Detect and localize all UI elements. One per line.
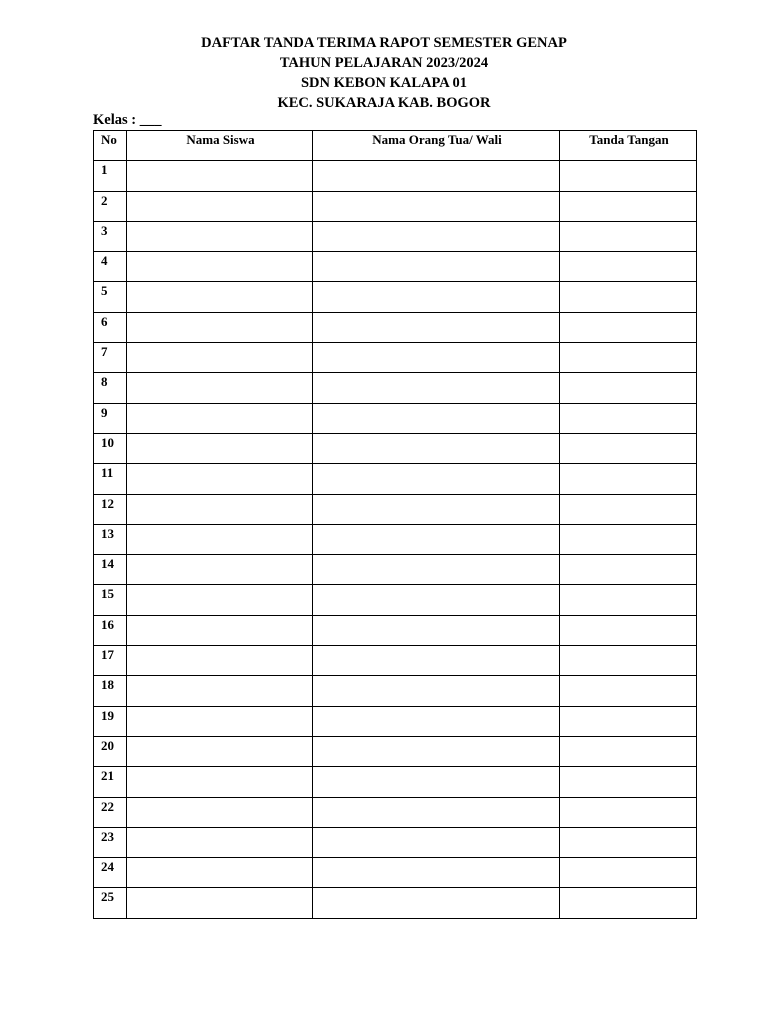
row-number: 15	[94, 585, 127, 615]
table-row	[94, 736, 697, 766]
signature-cell	[560, 767, 697, 797]
row-number: 20	[94, 736, 127, 766]
row-number: 12	[94, 494, 127, 524]
student-name-cell	[127, 221, 313, 251]
row-number: 10	[94, 433, 127, 463]
student-name-cell	[127, 767, 313, 797]
parent-name-cell	[313, 888, 560, 918]
signature-cell	[560, 646, 697, 676]
table-row	[94, 252, 697, 282]
student-name-cell	[127, 433, 313, 463]
parent-name-cell	[313, 221, 560, 251]
parent-name-cell	[313, 373, 560, 403]
student-name-cell	[127, 312, 313, 342]
parent-name-cell	[313, 767, 560, 797]
row-number: 24	[94, 858, 127, 888]
signature-cell	[560, 282, 697, 312]
student-name-cell	[127, 524, 313, 554]
signature-cell	[560, 161, 697, 191]
table-row	[94, 343, 697, 373]
student-name-cell	[127, 827, 313, 857]
table-row	[94, 858, 697, 888]
row-number: 21	[94, 767, 127, 797]
parent-name-cell	[313, 282, 560, 312]
table-row	[94, 161, 697, 191]
table-row	[94, 646, 697, 676]
table-row	[94, 555, 697, 585]
student-name-cell	[127, 494, 313, 524]
parent-name-cell	[313, 797, 560, 827]
student-name-cell	[127, 676, 313, 706]
parent-name-cell	[313, 494, 560, 524]
signature-cell	[560, 221, 697, 251]
student-name-cell	[127, 191, 313, 221]
signature-cell	[560, 858, 697, 888]
parent-name-cell	[313, 433, 560, 463]
student-name-cell	[127, 646, 313, 676]
parent-name-cell	[313, 524, 560, 554]
column-header-no: No	[94, 131, 127, 161]
row-number: 6	[94, 312, 127, 342]
row-number: 25	[94, 888, 127, 918]
parent-name-cell	[313, 312, 560, 342]
signature-cell	[560, 615, 697, 645]
student-name-cell	[127, 343, 313, 373]
column-header-parent-name: Nama Orang Tua/ Wali	[313, 131, 560, 161]
receipt-table	[93, 130, 697, 919]
student-name-cell	[127, 282, 313, 312]
table-row	[94, 524, 697, 554]
table-row	[94, 221, 697, 251]
student-name-cell	[127, 888, 313, 918]
row-number: 3	[94, 221, 127, 251]
row-number: 7	[94, 343, 127, 373]
table-row	[94, 827, 697, 857]
table-row	[94, 767, 697, 797]
signature-cell	[560, 252, 697, 282]
parent-name-cell	[313, 676, 560, 706]
table-row	[94, 615, 697, 645]
signature-cell	[560, 494, 697, 524]
parent-name-cell	[313, 736, 560, 766]
parent-name-cell	[313, 858, 560, 888]
parent-name-cell	[313, 585, 560, 615]
signature-cell	[560, 736, 697, 766]
signature-cell	[560, 524, 697, 554]
table-row	[94, 676, 697, 706]
parent-name-cell	[313, 464, 560, 494]
student-name-cell	[127, 161, 313, 191]
student-name-cell	[127, 555, 313, 585]
row-number: 1	[94, 161, 127, 191]
parent-name-cell	[313, 403, 560, 433]
student-name-cell	[127, 858, 313, 888]
document-header	[0, 33, 768, 113]
row-number: 17	[94, 646, 127, 676]
header-district: KEC. SUKARAJA KAB. BOGOR	[277, 95, 491, 111]
student-name-cell	[127, 403, 313, 433]
student-name-cell	[127, 615, 313, 645]
row-number: 4	[94, 252, 127, 282]
row-number: 23	[94, 827, 127, 857]
header-title: DAFTAR TANDA TERIMA RAPOT SEMESTER GENAP	[201, 35, 567, 51]
student-name-cell	[127, 706, 313, 736]
table-row	[94, 282, 697, 312]
table-body	[94, 161, 697, 918]
signature-cell	[560, 827, 697, 857]
table-row	[94, 373, 697, 403]
parent-name-cell	[313, 615, 560, 645]
row-number: 9	[94, 403, 127, 433]
parent-name-cell	[313, 555, 560, 585]
parent-name-cell	[313, 191, 560, 221]
parent-name-cell	[313, 827, 560, 857]
row-number: 2	[94, 191, 127, 221]
table-row	[94, 312, 697, 342]
student-name-cell	[127, 252, 313, 282]
column-header-student-name: Nama Siswa	[127, 131, 313, 161]
row-number: 5	[94, 282, 127, 312]
signature-cell	[560, 555, 697, 585]
row-number: 22	[94, 797, 127, 827]
signature-cell	[560, 403, 697, 433]
column-header-signature: Tanda Tangan	[560, 131, 697, 161]
parent-name-cell	[313, 706, 560, 736]
parent-name-cell	[313, 252, 560, 282]
row-number: 18	[94, 676, 127, 706]
table-row	[94, 706, 697, 736]
table-row	[94, 191, 697, 221]
signature-cell	[560, 706, 697, 736]
student-name-cell	[127, 585, 313, 615]
parent-name-cell	[313, 646, 560, 676]
row-number: 16	[94, 615, 127, 645]
signature-cell	[560, 343, 697, 373]
table-row	[94, 464, 697, 494]
row-number: 11	[94, 464, 127, 494]
table-header-row	[94, 131, 697, 161]
signature-cell	[560, 797, 697, 827]
table-row	[94, 585, 697, 615]
table-row	[94, 797, 697, 827]
header-academic-year: TAHUN PELAJARAN 2023/2024	[279, 55, 489, 71]
student-name-cell	[127, 464, 313, 494]
signature-cell	[560, 585, 697, 615]
row-number: 8	[94, 373, 127, 403]
signature-cell	[560, 433, 697, 463]
signature-cell	[560, 373, 697, 403]
signature-cell	[560, 312, 697, 342]
parent-name-cell	[313, 161, 560, 191]
signature-cell	[560, 464, 697, 494]
row-number: 13	[94, 524, 127, 554]
parent-name-cell	[313, 343, 560, 373]
signature-cell	[560, 191, 697, 221]
row-number: 14	[94, 555, 127, 585]
class-label: Kelas : ___	[93, 112, 162, 128]
signature-cell	[560, 676, 697, 706]
table-row	[94, 403, 697, 433]
header-school-name: SDN KEBON KALAPA 01	[300, 75, 468, 91]
student-name-cell	[127, 736, 313, 766]
student-name-cell	[127, 797, 313, 827]
student-name-cell	[127, 373, 313, 403]
table-row	[94, 888, 697, 918]
row-number: 19	[94, 706, 127, 736]
table-row	[94, 433, 697, 463]
signature-cell	[560, 888, 697, 918]
table-row	[94, 494, 697, 524]
